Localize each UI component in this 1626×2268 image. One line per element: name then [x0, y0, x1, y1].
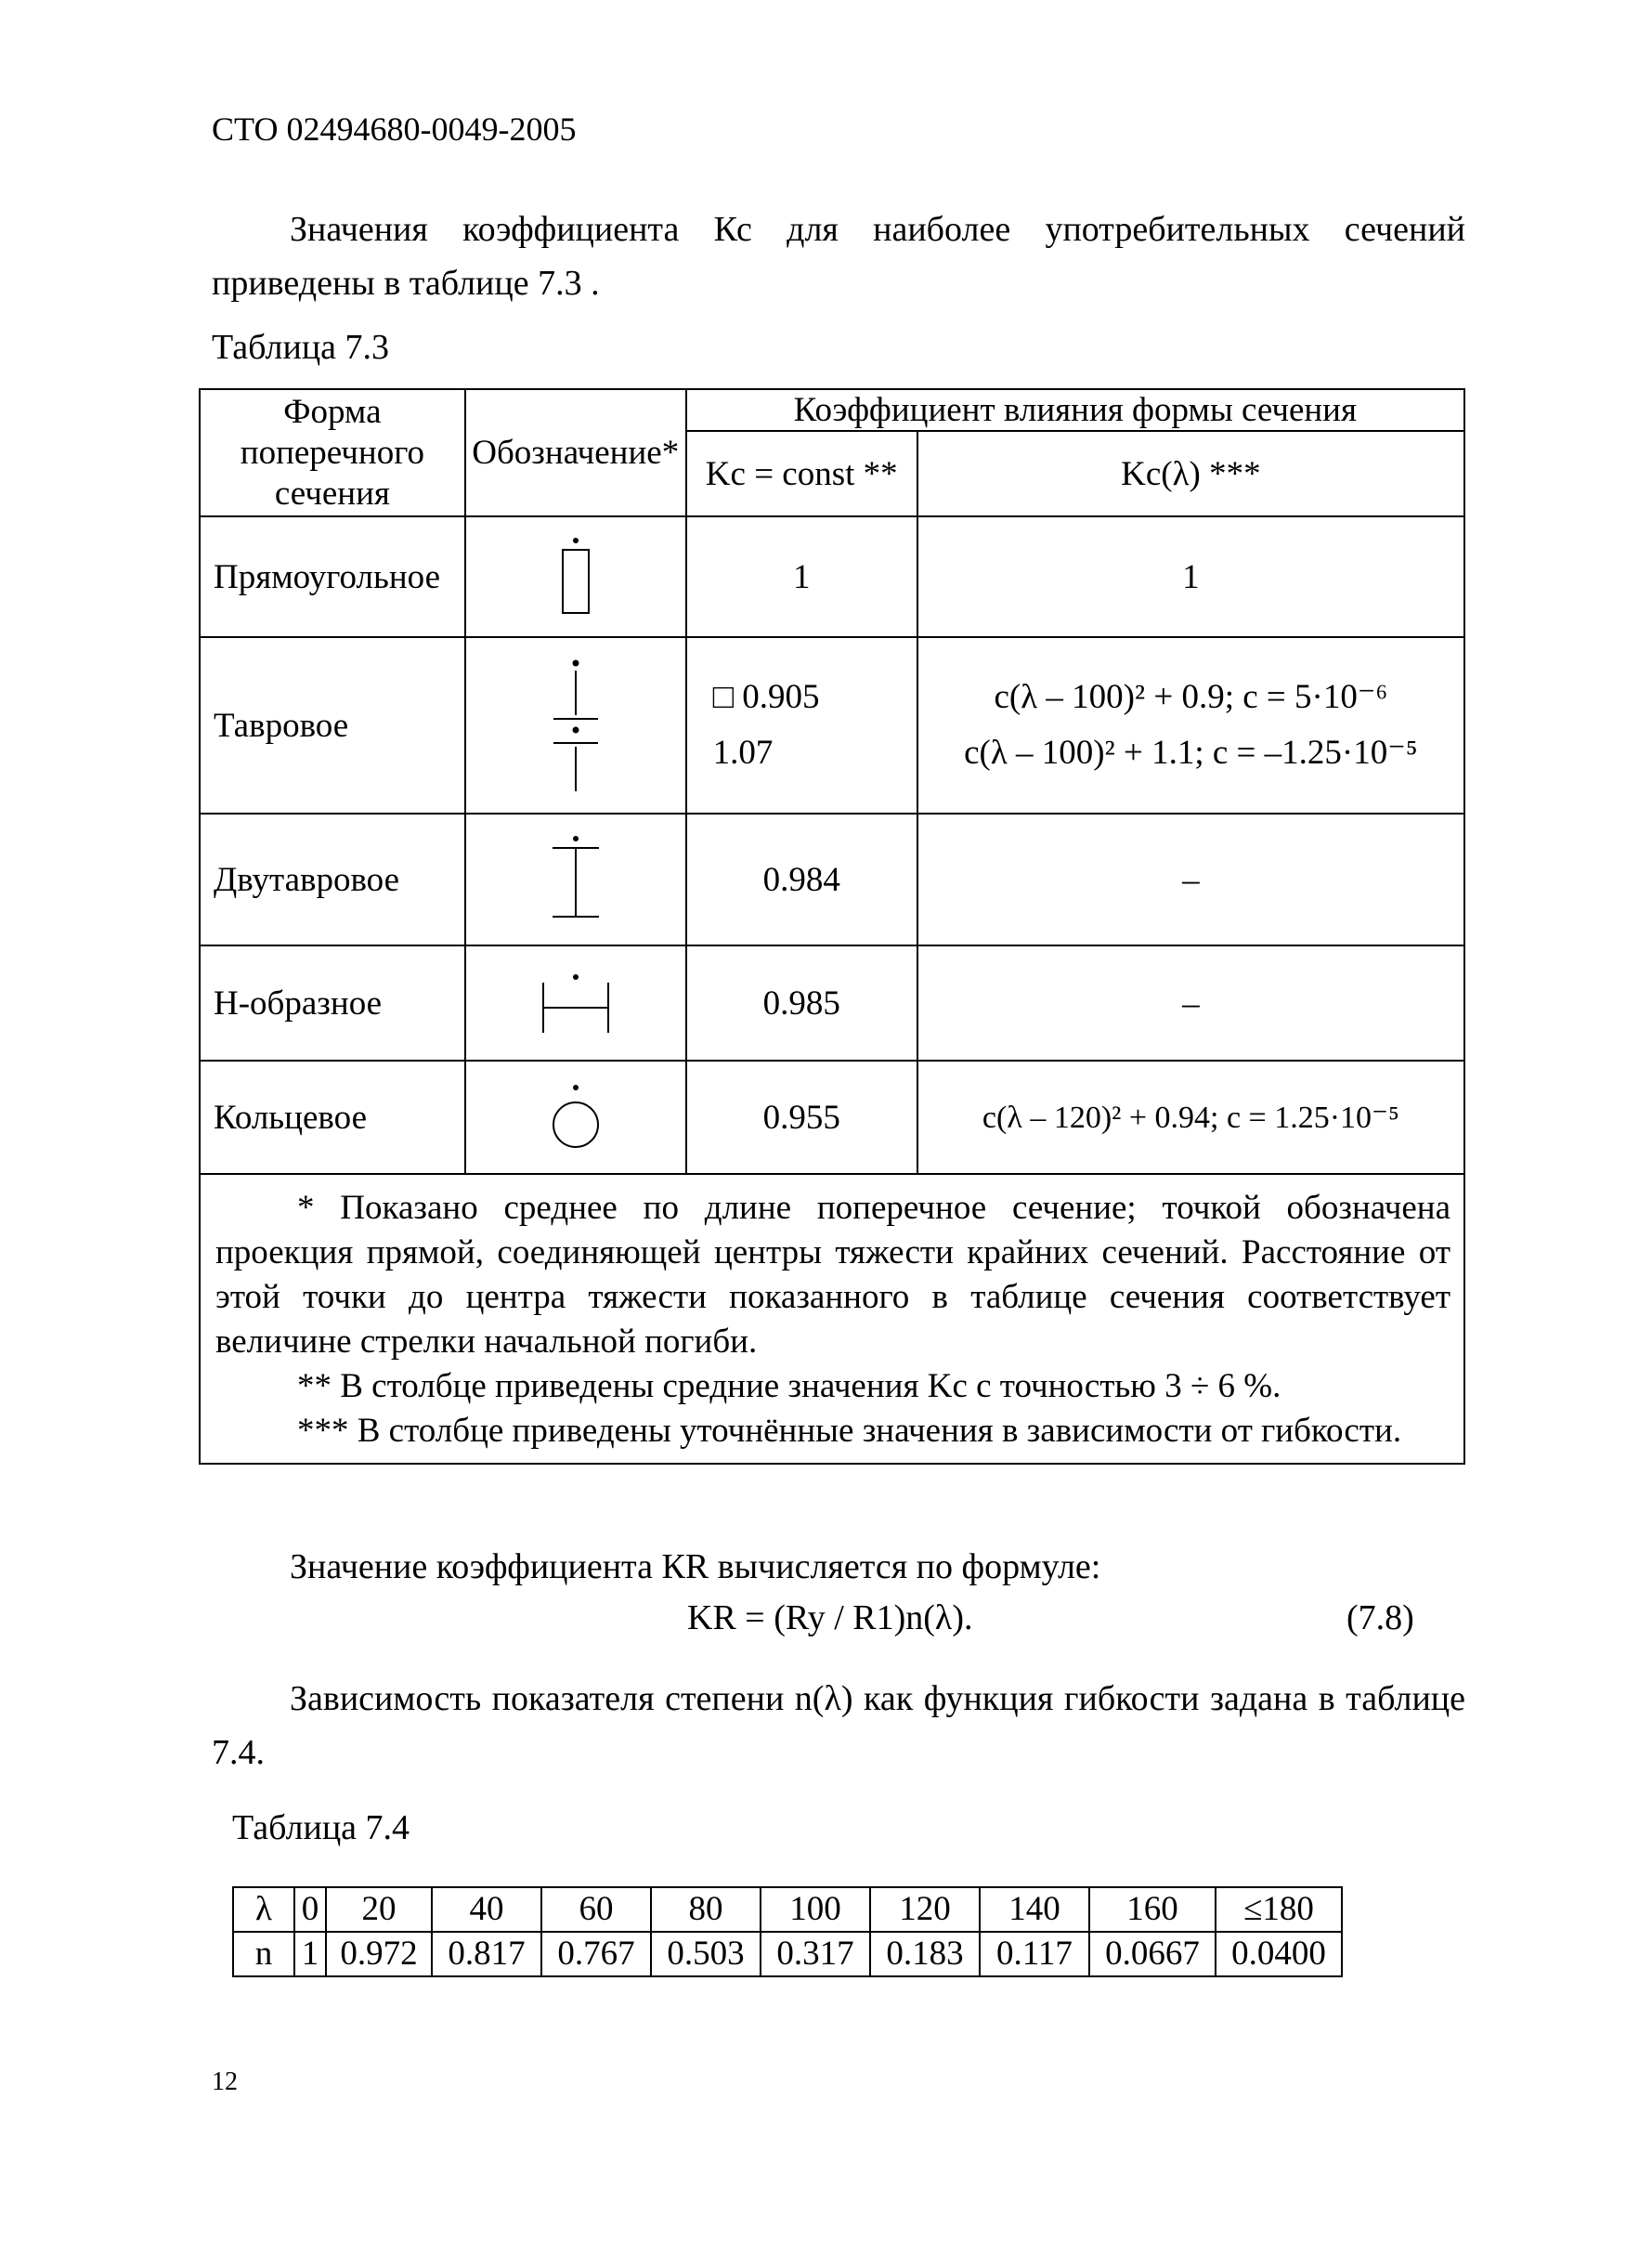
n-cell: 0.317 — [761, 1932, 870, 1976]
table73-caption: Таблица 7.3 — [212, 328, 390, 367]
table-7-4 — [232, 1886, 1343, 1977]
lambda-cell: 100 — [761, 1887, 870, 1932]
n-cell: 1 — [294, 1932, 326, 1976]
table-row — [200, 814, 1464, 945]
form-cell: Н-образное — [200, 945, 465, 1061]
n-cell: 0.117 — [980, 1932, 1089, 1976]
symbol-cell — [465, 1061, 686, 1174]
kr-text: Значение коэффициента КR вычисляется по формуле: — [290, 1547, 1101, 1586]
formula-number: (7.8) — [1346, 1598, 1414, 1637]
form-cell: Тавровое — [200, 637, 465, 814]
kc-const-cell — [686, 637, 917, 814]
table-row — [200, 516, 1464, 637]
document-code-header: СТО 02494680-0049-2005 — [212, 111, 577, 148]
lambda-cell: 60 — [541, 1887, 651, 1932]
table-7-3 — [199, 388, 1465, 1465]
kc-lambda-cell: 1 — [917, 516, 1464, 637]
kc-const-line: □ 0.905 — [712, 678, 820, 716]
table-row — [200, 1061, 1464, 1174]
lambda-cell: 80 — [651, 1887, 761, 1932]
page-number: 12 — [212, 2067, 238, 2096]
lambda-cell: 140 — [980, 1887, 1089, 1932]
kc-lambda-cell: c(λ – 120)² + 0.94; c = 1.25·10⁻⁵ — [917, 1061, 1464, 1174]
kc-const-cell: 0.984 — [686, 814, 917, 945]
note-1: * Показано среднее по длине поперечное сечение; точкой обозначена проекция прямой, соединяющей центры тяжести крайних сечений. Расстояние от этой точки до центра тяжести показанного в таблице сечения соответствует величине стрелки начальной погиби. — [215, 1189, 1450, 1361]
dependence-text: Зависимость показателя степени n(λ) как функция гибкости задана в таблице 7.4. — [212, 1679, 1465, 1772]
kc-lambda-line: c(λ – 100)² + 0.9; c = 5·10⁻⁶ — [994, 678, 1388, 716]
symbol-cell — [465, 814, 686, 945]
dependence-paragraph — [212, 1672, 1465, 1779]
lambda-cell: 160 — [1089, 1887, 1216, 1932]
h-section-icon — [534, 966, 618, 1040]
table74-caption: Таблица 7.4 — [232, 1808, 410, 1847]
kc-const-cell: 1 — [686, 516, 917, 637]
n-cell: 0.767 — [541, 1932, 651, 1976]
header-kc-const: Kc = const ** — [686, 431, 917, 516]
lambda-label: λ — [233, 1887, 294, 1932]
intro-text: Значения коэффициента Кс для наиболее употребительных сечений приведены в таблице 7.3 . — [212, 210, 1465, 303]
rectangle-section-icon — [548, 535, 604, 619]
notes-cell — [200, 1174, 1464, 1464]
table-row — [200, 945, 1464, 1061]
note-3: *** В столбце приведены уточнённые значения в зависимости от гибкости. — [297, 1412, 1402, 1450]
lambda-cell: 0 — [294, 1887, 326, 1932]
lambda-cell: 120 — [870, 1887, 980, 1932]
header-coef-group: Коэффициент влияния формы сечения — [686, 389, 1464, 431]
form-cell: Прямоугольное — [200, 516, 465, 637]
kr-paragraph — [212, 1540, 1465, 1594]
note-2: ** В столбце приведены средние значения Kc с точностью 3 ÷ 6 %. — [297, 1367, 1281, 1405]
lambda-cell: ≤180 — [1216, 1887, 1342, 1932]
n-cell: 0.503 — [651, 1932, 761, 1976]
symbol-cell — [465, 637, 686, 814]
kc-const-cell: 0.985 — [686, 945, 917, 1061]
header-form: Форма поперечного сечения — [200, 389, 465, 516]
t-section-icon — [539, 656, 613, 795]
kc-const-line: 1.07 — [712, 734, 774, 772]
intro-paragraph — [212, 202, 1465, 310]
symbol-cell — [465, 516, 686, 637]
kc-lambda-cell — [917, 637, 1464, 814]
n-cell: 0.817 — [432, 1932, 541, 1976]
form-cell: Двутавровое — [200, 814, 465, 945]
header-kc-lambda: Kc(λ) *** — [917, 431, 1464, 516]
kc-const-cell: 0.955 — [686, 1061, 917, 1174]
lambda-cell: 40 — [432, 1887, 541, 1932]
n-cell: 0.972 — [326, 1932, 432, 1976]
notes-row — [200, 1174, 1464, 1464]
n-cell: 0.0667 — [1089, 1932, 1216, 1976]
lambda-row — [233, 1887, 1342, 1932]
kc-lambda-cell: – — [917, 814, 1464, 945]
formula-7-8: KR = (Ry / R1)n(λ). — [687, 1598, 973, 1637]
n-label: n — [233, 1932, 294, 1976]
n-cell: 0.0400 — [1216, 1932, 1342, 1976]
kc-lambda-cell: – — [917, 945, 1464, 1061]
table-row — [200, 637, 1464, 814]
kc-lambda-line: c(λ – 100)² + 1.1; c = –1.25·10⁻⁵ — [964, 734, 1418, 772]
i-beam-section-icon — [543, 833, 608, 926]
n-row — [233, 1932, 1342, 1976]
symbol-cell — [465, 945, 686, 1061]
ring-section-icon — [543, 1080, 608, 1154]
header-symbol: Обозначение* — [465, 389, 686, 516]
form-cell: Кольцевое — [200, 1061, 465, 1174]
lambda-cell: 20 — [326, 1887, 432, 1932]
n-cell: 0.183 — [870, 1932, 980, 1976]
